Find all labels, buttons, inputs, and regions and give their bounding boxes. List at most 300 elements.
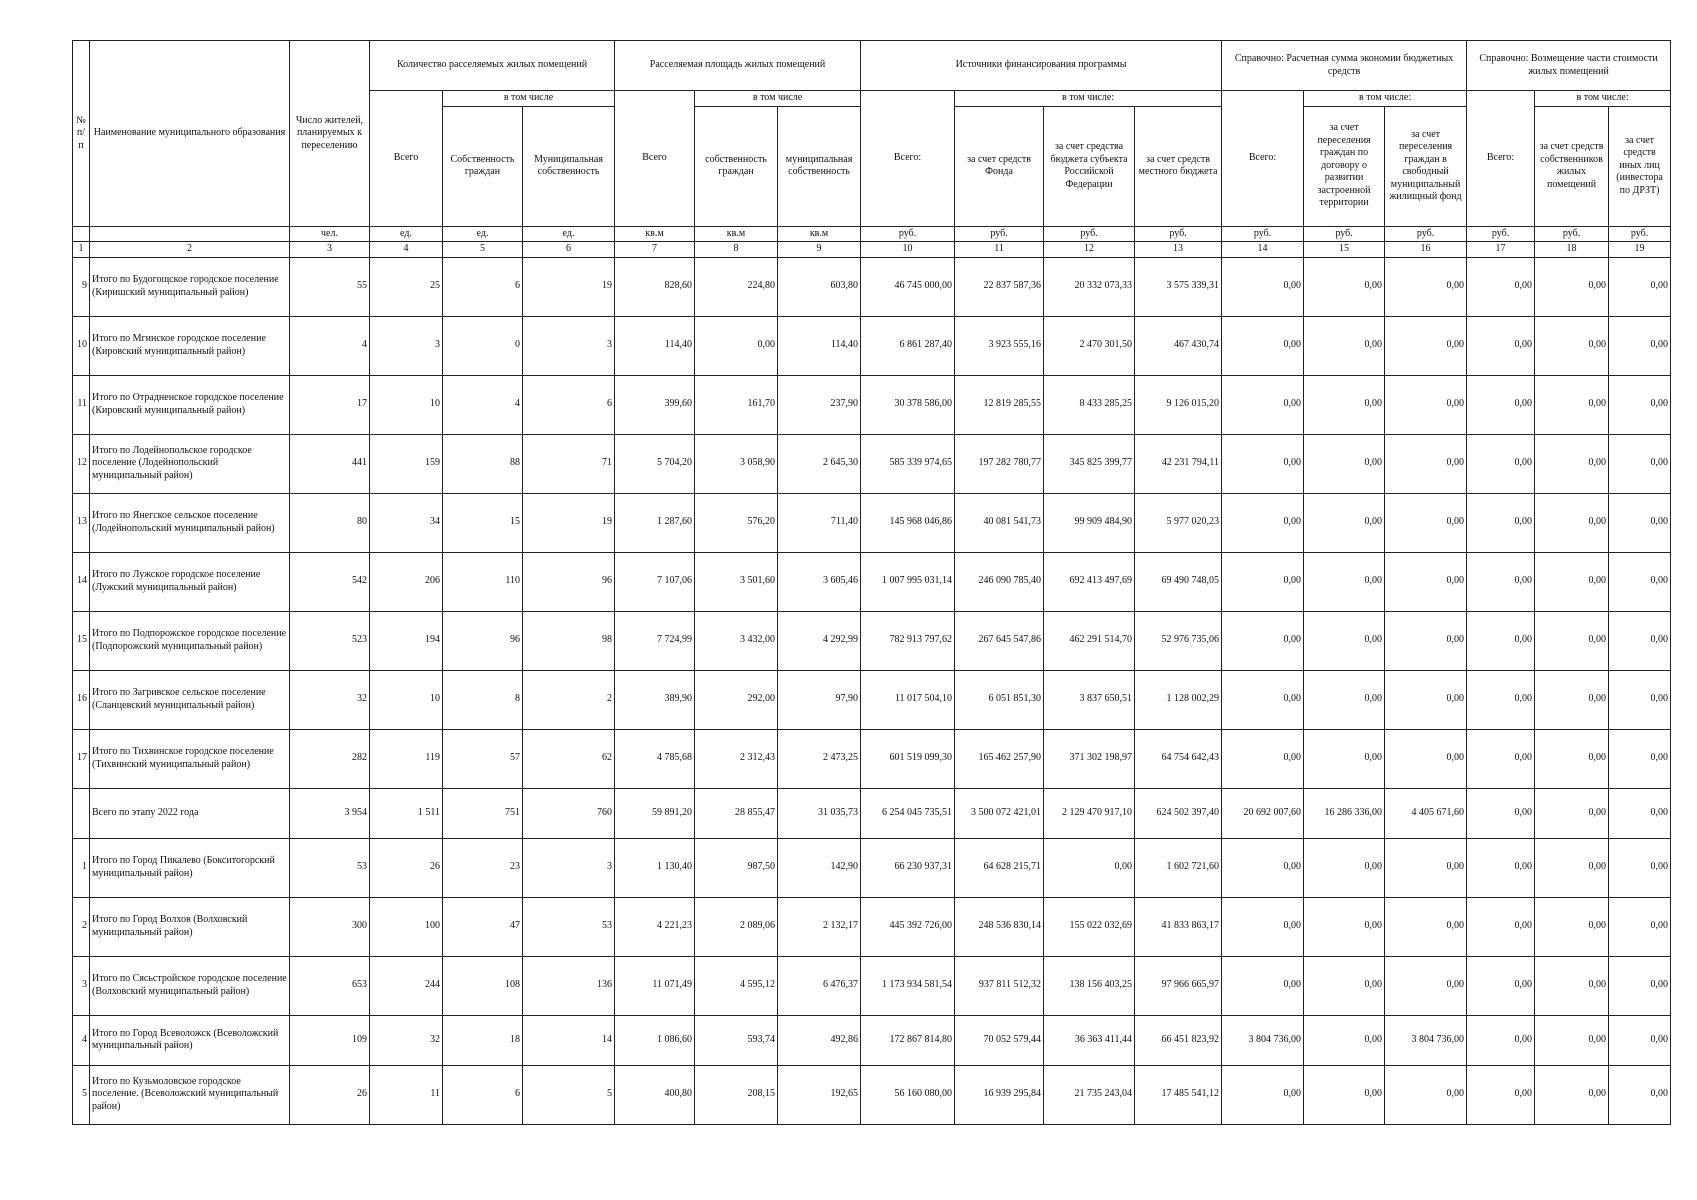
value-cell: 0,00 <box>1222 316 1304 375</box>
value-cell: 7 107,06 <box>615 552 695 611</box>
value-cell: 0,00 <box>1535 316 1609 375</box>
municipality-name: Итого по Город Волхов (Волховский муниципальный район) <box>90 897 290 956</box>
value-cell: 0,00 <box>1385 1065 1467 1124</box>
column-numbers-row <box>73 242 1671 258</box>
value-cell: 97 966 665,97 <box>1135 956 1222 1015</box>
value-cell: 8 433 285,25 <box>1044 375 1135 434</box>
column-number-cell: 11 <box>955 242 1044 258</box>
value-cell: 42 231 794,11 <box>1135 434 1222 493</box>
value-cell: 119 <box>370 729 443 788</box>
value-cell: 400,80 <box>615 1065 695 1124</box>
column-number-cell: 16 <box>1385 242 1467 258</box>
value-cell: 0,00 <box>1304 729 1385 788</box>
header-area-own-citizens: собственность граждан <box>695 106 778 226</box>
value-cell: 0,00 <box>1385 729 1467 788</box>
unit-cell: руб. <box>1135 226 1222 242</box>
value-cell: 9 126 015,20 <box>1135 375 1222 434</box>
column-number-cell: 5 <box>443 242 523 258</box>
value-cell: 110 <box>443 552 523 611</box>
value-cell: 0,00 <box>1222 434 1304 493</box>
header-own-citizens: Собственность граждан <box>443 106 523 226</box>
header-econ-total: Всего: <box>1222 91 1304 227</box>
value-cell: 26 <box>290 1065 370 1124</box>
value-cell: 6 254 045 735,51 <box>861 788 955 838</box>
value-cell: 23 <box>443 838 523 897</box>
column-number-cell: 9 <box>778 242 861 258</box>
value-cell: 3 <box>523 838 615 897</box>
value-cell: 2 089,06 <box>695 897 778 956</box>
value-cell: 0,00 <box>1304 838 1385 897</box>
municipality-name: Итого по Мгинское городское поселение (Кировский муниципальный район) <box>90 316 290 375</box>
value-cell: 4 221,23 <box>615 897 695 956</box>
value-cell: 0,00 <box>1222 375 1304 434</box>
value-cell: 1 173 934 581,54 <box>861 956 955 1015</box>
value-cell: 0,00 <box>1385 670 1467 729</box>
table-row <box>73 788 1671 838</box>
value-cell: 41 833 863,17 <box>1135 897 1222 956</box>
value-cell: 0,00 <box>1467 897 1535 956</box>
municipality-name: Итого по Будогощское городское поселение (Киришский муниципальный район) <box>90 257 290 316</box>
units-row <box>73 226 1671 242</box>
value-cell: 0,00 <box>1535 1065 1609 1124</box>
value-cell: 0,00 <box>1609 493 1671 552</box>
municipality-name: Итого по Загривское сельское поселение (Сланцевский муниципальный район) <box>90 670 290 729</box>
row-number: 14 <box>73 552 90 611</box>
value-cell: 0,00 <box>1467 257 1535 316</box>
value-cell: 12 819 285,55 <box>955 375 1044 434</box>
value-cell: 0,00 <box>1222 729 1304 788</box>
header-comp-incl: в том числе: <box>1535 91 1671 107</box>
value-cell: 0,00 <box>1467 434 1535 493</box>
value-cell: 165 462 257,90 <box>955 729 1044 788</box>
value-cell: 0,00 <box>1535 897 1609 956</box>
value-cell: 2 473,25 <box>778 729 861 788</box>
value-cell: 4 <box>290 316 370 375</box>
value-cell: 751 <box>443 788 523 838</box>
value-cell: 0,00 <box>1222 493 1304 552</box>
row-number: 12 <box>73 434 90 493</box>
value-cell: 1 511 <box>370 788 443 838</box>
column-number-cell: 1 <box>73 242 90 258</box>
value-cell: 0,00 <box>1222 552 1304 611</box>
row-number: 17 <box>73 729 90 788</box>
value-cell: 4 405 671,60 <box>1385 788 1467 838</box>
value-cell: 0,00 <box>1535 552 1609 611</box>
municipality-name: Итого по Тихвинское городское поселение (Тихвинский муниципальный район) <box>90 729 290 788</box>
value-cell: 0,00 <box>1535 788 1609 838</box>
value-cell: 0,00 <box>1385 552 1467 611</box>
value-cell: 21 735 243,04 <box>1044 1065 1135 1124</box>
value-cell: 4 595,12 <box>695 956 778 1015</box>
value-cell: 0,00 <box>1535 956 1609 1015</box>
value-cell: 17 485 541,12 <box>1135 1065 1222 1124</box>
value-cell: 246 090 785,40 <box>955 552 1044 611</box>
value-cell: 0,00 <box>1222 257 1304 316</box>
unit-cell: руб. <box>1044 226 1135 242</box>
value-cell: 19 <box>523 257 615 316</box>
value-cell: 3 605,46 <box>778 552 861 611</box>
value-cell: 0,00 <box>1467 729 1535 788</box>
value-cell: 523 <box>290 611 370 670</box>
header-fin-group: Источники финансирования программы <box>861 41 1222 91</box>
value-cell: 0 <box>443 316 523 375</box>
value-cell: 136 <box>523 956 615 1015</box>
value-cell: 0,00 <box>1467 493 1535 552</box>
value-cell: 26 <box>370 838 443 897</box>
header-econ-group: Справочно: Расчетная сумма экономии бюджетных средств <box>1222 41 1467 91</box>
header-local-budget: за счет средств местного бюджета <box>1135 106 1222 226</box>
value-cell: 0,00 <box>1609 257 1671 316</box>
unit-cell: руб. <box>1222 226 1304 242</box>
value-cell: 0,00 <box>1385 257 1467 316</box>
value-cell: 1 128 002,29 <box>1135 670 1222 729</box>
value-cell: 1 287,60 <box>615 493 695 552</box>
header-fund: за счет средств Фонда <box>955 106 1044 226</box>
header-comp-total: Всего: <box>1467 91 1535 227</box>
column-number-cell: 14 <box>1222 242 1304 258</box>
value-cell: 224,80 <box>695 257 778 316</box>
value-cell: 25 <box>370 257 443 316</box>
table-row <box>73 611 1671 670</box>
value-cell: 6 <box>443 257 523 316</box>
value-cell: 1 007 995 031,14 <box>861 552 955 611</box>
value-cell: 0,00 <box>1535 611 1609 670</box>
value-cell: 6 476,37 <box>778 956 861 1015</box>
value-cell: 64 628 215,71 <box>955 838 1044 897</box>
value-cell: 17 <box>290 375 370 434</box>
value-cell: 3 837 650,51 <box>1044 670 1135 729</box>
value-cell: 292,00 <box>695 670 778 729</box>
value-cell: 0,00 <box>1222 838 1304 897</box>
value-cell: 0,00 <box>1609 838 1671 897</box>
value-cell: 760 <box>523 788 615 838</box>
value-cell: 0,00 <box>1609 670 1671 729</box>
table-row <box>73 729 1671 788</box>
municipality-name: Итого по Лодейнопольское городское поселение (Лодейнопольский муниципальный район) <box>90 434 290 493</box>
value-cell: 208,15 <box>695 1065 778 1124</box>
header-qty-incl: в том числе <box>443 91 615 107</box>
value-cell: 603,80 <box>778 257 861 316</box>
header-fin-incl: в том числе: <box>955 91 1222 107</box>
value-cell: 300 <box>290 897 370 956</box>
value-cell: 0,00 <box>1044 838 1135 897</box>
column-number-cell: 7 <box>615 242 695 258</box>
value-cell: 0,00 <box>1385 375 1467 434</box>
value-cell: 197 282 780,77 <box>955 434 1044 493</box>
value-cell: 462 291 514,70 <box>1044 611 1135 670</box>
value-cell: 32 <box>370 1015 443 1065</box>
value-cell: 3 432,00 <box>695 611 778 670</box>
value-cell: 0,00 <box>695 316 778 375</box>
value-cell: 2 129 470 917,10 <box>1044 788 1135 838</box>
table-row <box>73 375 1671 434</box>
unit-cell: руб. <box>1609 226 1671 242</box>
value-cell: 389,90 <box>615 670 695 729</box>
value-cell: 53 <box>523 897 615 956</box>
municipality-name: Итого по Сясьстройское городское поселение (Волховский муниципальный район) <box>90 956 290 1015</box>
value-cell: 0,00 <box>1304 611 1385 670</box>
value-cell: 6 861 287,40 <box>861 316 955 375</box>
value-cell: 467 430,74 <box>1135 316 1222 375</box>
value-cell: 62 <box>523 729 615 788</box>
value-cell: 56 160 080,00 <box>861 1065 955 1124</box>
column-number-cell: 17 <box>1467 242 1535 258</box>
value-cell: 69 490 748,05 <box>1135 552 1222 611</box>
value-cell: 16 286 336,00 <box>1304 788 1385 838</box>
value-cell: 987,50 <box>695 838 778 897</box>
column-number-cell: 18 <box>1535 242 1609 258</box>
value-cell: 0,00 <box>1535 493 1609 552</box>
header-name: Наименование муниципального образования <box>90 41 290 227</box>
value-cell: 192,65 <box>778 1065 861 1124</box>
table-row <box>73 493 1671 552</box>
value-cell: 653 <box>290 956 370 1015</box>
municipality-name: Итого по Подпорожское городское поселение (Подпорожский муниципальный район) <box>90 611 290 670</box>
unit-cell: кв.м <box>778 226 861 242</box>
value-cell: 96 <box>523 552 615 611</box>
value-cell: 692 413 497,69 <box>1044 552 1135 611</box>
value-cell: 3 804 736,00 <box>1385 1015 1467 1065</box>
municipality-name: Всего по этапу 2022 года <box>90 788 290 838</box>
municipality-name: Итого по Янегское сельское поселение (Лодейнопольский муниципальный район) <box>90 493 290 552</box>
unit-cell: ед. <box>443 226 523 242</box>
value-cell: 0,00 <box>1304 375 1385 434</box>
value-cell: 6 <box>443 1065 523 1124</box>
unit-cell: ед. <box>523 226 615 242</box>
value-cell: 0,00 <box>1304 897 1385 956</box>
header-econ-municipal-fund: за счет переселения граждан в свободный муниципальный жилищный фонд <box>1385 106 1467 226</box>
value-cell: 0,00 <box>1609 434 1671 493</box>
table-row <box>73 434 1671 493</box>
value-cell: 96 <box>443 611 523 670</box>
value-cell: 0,00 <box>1304 1015 1385 1065</box>
value-cell: 98 <box>523 611 615 670</box>
column-number-cell: 4 <box>370 242 443 258</box>
value-cell: 0,00 <box>1385 897 1467 956</box>
value-cell: 5 704,20 <box>615 434 695 493</box>
row-number: 3 <box>73 956 90 1015</box>
table-row <box>73 316 1671 375</box>
value-cell: 3 954 <box>290 788 370 838</box>
value-cell: 0,00 <box>1535 729 1609 788</box>
header-area-group: Расселяемая площадь жилых помещений <box>615 41 861 91</box>
row-number: 4 <box>73 1015 90 1065</box>
header-qty-group: Количество расселяемых жилых помещений <box>370 41 615 91</box>
value-cell: 593,74 <box>695 1015 778 1065</box>
value-cell: 34 <box>370 493 443 552</box>
value-cell: 0,00 <box>1609 897 1671 956</box>
value-cell: 711,40 <box>778 493 861 552</box>
value-cell: 11 017 504,10 <box>861 670 955 729</box>
table-row <box>73 257 1671 316</box>
value-cell: 0,00 <box>1304 552 1385 611</box>
value-cell: 159 <box>370 434 443 493</box>
column-number-cell: 6 <box>523 242 615 258</box>
value-cell: 3 <box>523 316 615 375</box>
header-comp-owners: за счет средств собственников жилых помещений <box>1535 106 1609 226</box>
value-cell: 0,00 <box>1609 1065 1671 1124</box>
table-row <box>73 1015 1671 1065</box>
value-cell: 6 051 851,30 <box>955 670 1044 729</box>
table-row <box>73 670 1671 729</box>
value-cell: 59 891,20 <box>615 788 695 838</box>
value-cell: 0,00 <box>1535 434 1609 493</box>
value-cell: 3 804 736,00 <box>1222 1015 1304 1065</box>
header-comp-investor: за счет средств иных лиц (инвестора по ДРЗТ) <box>1609 106 1671 226</box>
header-fin-total: Всего: <box>861 91 955 227</box>
value-cell: 441 <box>290 434 370 493</box>
header-residents: Число жителей, планируемых к переселению <box>290 41 370 227</box>
value-cell: 5 <box>523 1065 615 1124</box>
row-number: 9 <box>73 257 90 316</box>
value-cell: 70 052 579,44 <box>955 1015 1044 1065</box>
header-econ-development: за счет переселения граждан по договору о развитии застроенной территории <box>1304 106 1385 226</box>
value-cell: 99 909 484,90 <box>1044 493 1135 552</box>
value-cell: 88 <box>443 434 523 493</box>
value-cell: 0,00 <box>1222 670 1304 729</box>
value-cell: 0,00 <box>1222 1065 1304 1124</box>
value-cell: 11 071,49 <box>615 956 695 1015</box>
value-cell: 20 692 007,60 <box>1222 788 1304 838</box>
value-cell: 0,00 <box>1535 670 1609 729</box>
value-cell: 1 602 721,60 <box>1135 838 1222 897</box>
value-cell: 172 867 814,80 <box>861 1015 955 1065</box>
municipality-name: Итого по Лужское городское поселение (Лужский муниципальный район) <box>90 552 290 611</box>
row-number <box>73 788 90 838</box>
value-cell: 585 339 974,65 <box>861 434 955 493</box>
value-cell: 4 292,99 <box>778 611 861 670</box>
value-cell: 0,00 <box>1385 493 1467 552</box>
table-row <box>73 897 1671 956</box>
value-cell: 18 <box>443 1015 523 1065</box>
unit-cell: руб. <box>1385 226 1467 242</box>
value-cell: 8 <box>443 670 523 729</box>
value-cell: 31 035,73 <box>778 788 861 838</box>
value-cell: 47 <box>443 897 523 956</box>
unit-cell: кв.м <box>695 226 778 242</box>
value-cell: 0,00 <box>1467 552 1535 611</box>
value-cell: 244 <box>370 956 443 1015</box>
value-cell: 0,00 <box>1467 670 1535 729</box>
value-cell: 6 <box>523 375 615 434</box>
value-cell: 142,90 <box>778 838 861 897</box>
header-comp-group: Справочно: Возмещение части стоимости жилых помещений <box>1467 41 1671 91</box>
value-cell: 4 785,68 <box>615 729 695 788</box>
value-cell: 19 <box>523 493 615 552</box>
value-cell: 0,00 <box>1467 838 1535 897</box>
value-cell: 0,00 <box>1609 1015 1671 1065</box>
municipality-name: Итого по Отрадненское городское поселение (Кировский муниципальный район) <box>90 375 290 434</box>
value-cell: 3 <box>370 316 443 375</box>
value-cell: 10 <box>370 670 443 729</box>
value-cell: 155 022 032,69 <box>1044 897 1135 956</box>
value-cell: 0,00 <box>1609 788 1671 838</box>
table-row <box>73 1065 1671 1124</box>
value-cell: 22 837 587,36 <box>955 257 1044 316</box>
table-row <box>73 838 1671 897</box>
header-qty-total: Всего <box>370 91 443 227</box>
value-cell: 0,00 <box>1467 316 1535 375</box>
value-cell: 1 086,60 <box>615 1015 695 1065</box>
value-cell: 15 <box>443 493 523 552</box>
value-cell: 100 <box>370 897 443 956</box>
header-econ-incl: в том числе: <box>1304 91 1467 107</box>
row-number: 5 <box>73 1065 90 1124</box>
value-cell: 53 <box>290 838 370 897</box>
value-cell: 0,00 <box>1304 316 1385 375</box>
value-cell: 0,00 <box>1609 552 1671 611</box>
value-cell: 0,00 <box>1535 838 1609 897</box>
value-cell: 66 230 937,31 <box>861 838 955 897</box>
value-cell: 161,70 <box>695 375 778 434</box>
value-cell: 64 754 642,43 <box>1135 729 1222 788</box>
unit-cell: руб. <box>861 226 955 242</box>
column-number-cell: 3 <box>290 242 370 258</box>
value-cell: 2 645,30 <box>778 434 861 493</box>
header-area-total: Всего <box>615 91 695 227</box>
value-cell: 16 939 295,84 <box>955 1065 1044 1124</box>
value-cell: 1 130,40 <box>615 838 695 897</box>
value-cell: 0,00 <box>1467 956 1535 1015</box>
row-number: 15 <box>73 611 90 670</box>
row-number: 11 <box>73 375 90 434</box>
value-cell: 0,00 <box>1222 611 1304 670</box>
value-cell: 46 745 000,00 <box>861 257 955 316</box>
value-cell: 3 923 555,16 <box>955 316 1044 375</box>
row-number: 13 <box>73 493 90 552</box>
value-cell: 0,00 <box>1609 956 1671 1015</box>
unit-cell: ед. <box>370 226 443 242</box>
value-cell: 492,86 <box>778 1015 861 1065</box>
value-cell: 52 976 735,06 <box>1135 611 1222 670</box>
column-number-cell: 12 <box>1044 242 1135 258</box>
value-cell: 0,00 <box>1535 257 1609 316</box>
value-cell: 66 451 823,92 <box>1135 1015 1222 1065</box>
value-cell: 782 913 797,62 <box>861 611 955 670</box>
value-cell: 0,00 <box>1385 956 1467 1015</box>
value-cell: 345 825 399,77 <box>1044 434 1135 493</box>
value-cell: 109 <box>290 1015 370 1065</box>
value-cell: 601 519 099,30 <box>861 729 955 788</box>
value-cell: 542 <box>290 552 370 611</box>
value-cell: 0,00 <box>1385 434 1467 493</box>
unit-cell: руб. <box>1467 226 1535 242</box>
value-cell: 0,00 <box>1385 316 1467 375</box>
value-cell: 0,00 <box>1609 611 1671 670</box>
value-cell: 0,00 <box>1467 611 1535 670</box>
value-cell: 445 392 726,00 <box>861 897 955 956</box>
municipality-name: Итого по Город Всеволожск (Всеволожский муниципальный район) <box>90 1015 290 1065</box>
value-cell: 97,90 <box>778 670 861 729</box>
value-cell: 0,00 <box>1467 788 1535 838</box>
value-cell: 624 502 397,40 <box>1135 788 1222 838</box>
municipality-name: Итого по Город Пикалево (Бокситогорский муниципальный район) <box>90 838 290 897</box>
value-cell: 11 <box>370 1065 443 1124</box>
value-cell: 20 332 073,33 <box>1044 257 1135 316</box>
value-cell: 145 968 046,86 <box>861 493 955 552</box>
value-cell: 0,00 <box>1609 375 1671 434</box>
value-cell: 0,00 <box>1304 956 1385 1015</box>
value-cell: 0,00 <box>1304 1065 1385 1124</box>
value-cell: 0,00 <box>1535 375 1609 434</box>
value-cell: 3 058,90 <box>695 434 778 493</box>
value-cell: 0,00 <box>1467 375 1535 434</box>
value-cell: 14 <box>523 1015 615 1065</box>
unit-cell: чел. <box>290 226 370 242</box>
table-body <box>73 257 1671 1124</box>
value-cell: 40 081 541,73 <box>955 493 1044 552</box>
unit-cell: руб. <box>1535 226 1609 242</box>
